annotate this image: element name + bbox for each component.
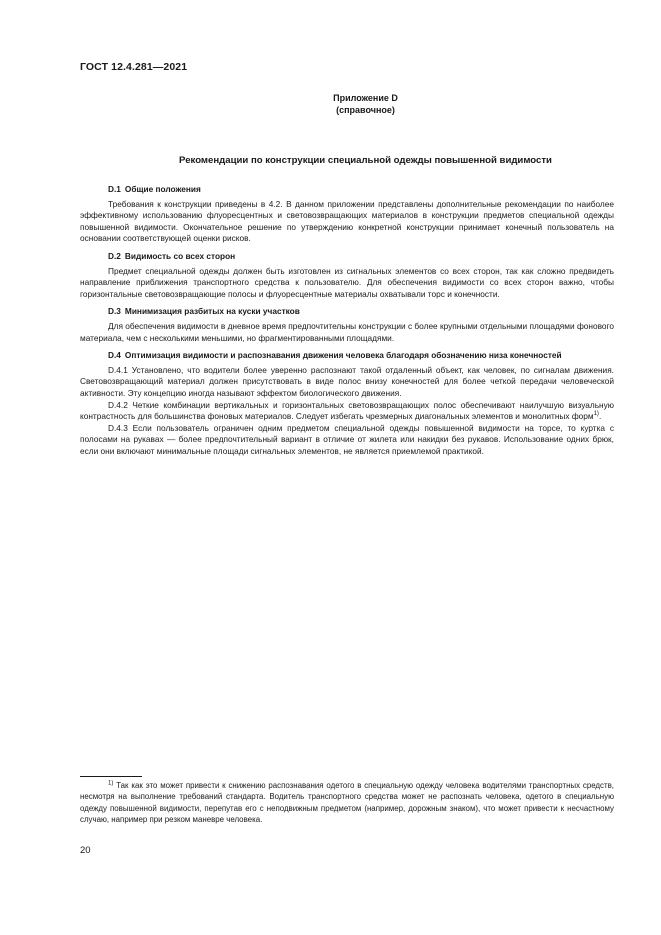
footnote-marker: 1) — [108, 780, 114, 787]
document-header: ГОСТ 12.4.281—2021 — [80, 61, 188, 73]
section-number: D.1 — [108, 184, 121, 194]
section-title: Общие положения — [124, 184, 201, 194]
section-title: Оптимизация видимости и распознавания движения человека благодаря обозначению низа конечностей — [124, 350, 562, 361]
appendix-heading — [80, 92, 651, 116]
section-d1 — [80, 184, 614, 245]
section-number: D.3 — [108, 306, 121, 317]
paragraph: Требования к конструкции приведены в 4.2. В данном приложении представлены дополнительные рекомендации по наиболее эффективному использованию флуоресцентных и световозвращающих материалов в конструкции предметов специальной одежды повышенной видимости. Окончательное решение по утверждению конкретной конструкции принимает конечный пользователь на основании соответствующей оценки рисков. — [80, 198, 614, 244]
paragraph: D.4.1 Установлено, что водители более уверенно распознают такой отдаленный объект, как человек, по сигналам движения. Световозвращающий материал должен присутствовать в виде полос внизу конечностей для более четкой передачи человеческой активности. Эту концепцию иногда называют эффектом биологического движения. — [80, 364, 614, 398]
section-number: D.2 — [108, 250, 121, 261]
document-body — [80, 184, 614, 463]
section-number: D.4 — [108, 350, 121, 361]
section-heading — [80, 306, 614, 318]
page-number: 20 — [80, 845, 91, 856]
paragraph: Для обеспечения видимости в дневное время предпочтительны конструкции с более крупными отдельными площадями фонового материала, чем с несколькими меньшими, но фрагментированными площадями. — [80, 320, 614, 343]
appendix-subtitle: (справочное) — [336, 105, 395, 115]
footnote-reference: 1) — [593, 411, 599, 418]
section-heading — [80, 251, 614, 263]
appendix-title: Приложение D — [333, 93, 398, 103]
paragraph-tail: . — [598, 411, 602, 422]
section-title: Минимизация разбитых на куски участков — [124, 306, 300, 317]
section-heading — [80, 184, 614, 196]
section-d4 — [80, 350, 614, 457]
section-title: Видимость со всех сторон — [124, 250, 236, 261]
footnote-divider — [80, 776, 142, 777]
appendix-main-title: Рекомендации по конструкции специальной одежды повышенной видимости — [179, 155, 552, 166]
paragraph: Предмет специальной одежды должен быть изготовлен из сигнальных элементов со всех сторон, так как сложно предвидеть направление приближения транспортного средства к пользователю. Для обеспечения видимости со всех сторон важно, чтобы горизонтальные световозвращающие полосы и флуоресцентные материалы охватывали торс и конечности. — [80, 265, 614, 299]
section-d2 — [80, 251, 614, 300]
paragraph-text: D.4.2 Четкие комбинации вертикальных и горизонтальных световозвращающих полос обеспечивают наилучшую визуальную контрастность для большинства фоновых материалов. Следует избегать чрезмерных диагональных элементов и монолитных форм — [80, 399, 614, 422]
section-d3 — [80, 306, 614, 344]
paragraph — [80, 400, 614, 423]
paragraph: D.4.3 Если пользователь ограничен одним предметом специальной одежды повышенной видимости на торсе, то куртка с полосами на рукавах — более предпочтительный вариант в отличие от жилета или накидки без рукавов. Использование одних брюк, если они включают минимальные площади сигнальных элементов, не является приемлемой практикой. — [80, 422, 614, 456]
footnote — [80, 780, 614, 826]
footnote-text: Так как это может привести к снижению распознавания одетого в специальную одежду человека водителями транспортных средств, несмотря на выполнение требований стандарта. Водитель транспортного средства может не распознать человека, одетого в специальную одежду повышенной видимости, перепутав его с неподвижным предметом (например, дорожным знаком), что может привести к несчастному случаю, например при резком маневре человека. — [80, 781, 614, 825]
section-heading — [80, 350, 614, 362]
